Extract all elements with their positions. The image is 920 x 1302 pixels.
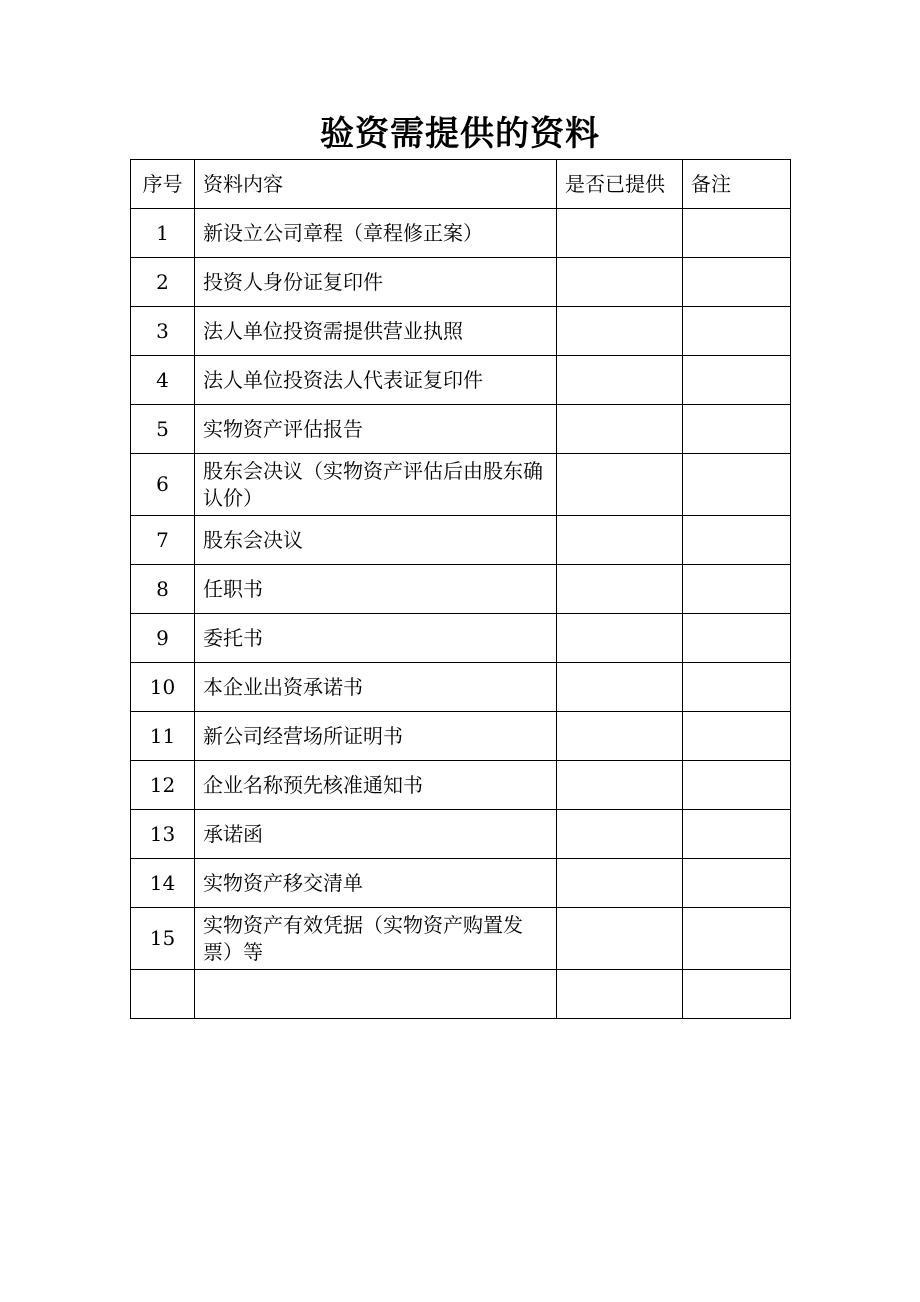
row-provided [557,614,683,663]
row-remarks [683,970,791,1019]
row-no: 2 [131,258,195,307]
row-provided [557,454,683,516]
table-header-row [131,160,791,209]
row-content: 承诺函 [195,810,557,859]
row-remarks [683,859,791,908]
table-row [131,712,791,761]
row-content: 股东会决议 [195,516,557,565]
table-row [131,565,791,614]
row-no: 13 [131,810,195,859]
row-no: 4 [131,356,195,405]
table-row [131,761,791,810]
row-remarks [683,516,791,565]
row-provided [557,970,683,1019]
row-content: 任职书 [195,565,557,614]
row-content: 法人单位投资法人代表证复印件 [195,356,557,405]
row-remarks [683,258,791,307]
row-no: 7 [131,516,195,565]
row-provided [557,356,683,405]
table-row [131,810,791,859]
row-no: 14 [131,859,195,908]
row-remarks [683,405,791,454]
table-row [131,663,791,712]
table-row [131,908,791,970]
materials-table [130,159,791,1019]
row-content: 新公司经营场所证明书 [195,712,557,761]
row-provided [557,516,683,565]
row-provided [557,810,683,859]
row-remarks [683,810,791,859]
row-no: 12 [131,761,195,810]
row-remarks [683,614,791,663]
row-provided [557,405,683,454]
row-provided [557,859,683,908]
row-content: 企业名称预先核准通知书 [195,761,557,810]
row-content: 实物资产移交清单 [195,859,557,908]
row-content: 实物资产有效凭据（实物资产购置发票）等 [195,908,557,970]
row-remarks [683,761,791,810]
row-provided [557,307,683,356]
table-row [131,614,791,663]
row-remarks [683,712,791,761]
header-content: 资料内容 [195,160,557,209]
table-row [131,516,791,565]
row-provided [557,209,683,258]
row-remarks [683,908,791,970]
table-row [131,405,791,454]
table-row [131,258,791,307]
row-remarks [683,565,791,614]
header-no: 序号 [131,160,195,209]
row-content: 委托书 [195,614,557,663]
row-remarks [683,454,791,516]
row-provided [557,712,683,761]
row-provided [557,908,683,970]
row-content: 本企业出资承诺书 [195,663,557,712]
row-remarks [683,307,791,356]
row-provided [557,663,683,712]
row-no: 10 [131,663,195,712]
row-provided [557,258,683,307]
table-row [131,209,791,258]
row-no: 9 [131,614,195,663]
table-row [131,307,791,356]
row-content: 股东会决议（实物资产评估后由股东确认价） [195,454,557,516]
row-no: 8 [131,565,195,614]
row-content: 新设立公司章程（章程修正案） [195,209,557,258]
row-no: 5 [131,405,195,454]
row-no: 1 [131,209,195,258]
header-provided: 是否已提供 [557,160,683,209]
row-content: 实物资产评估报告 [195,405,557,454]
row-no: 3 [131,307,195,356]
table-row [131,454,791,516]
row-content: 法人单位投资需提供营业执照 [195,307,557,356]
table-row-empty [131,970,791,1019]
row-remarks [683,356,791,405]
row-provided [557,565,683,614]
row-no [131,970,195,1019]
row-no: 11 [131,712,195,761]
row-content [195,970,557,1019]
table-row [131,356,791,405]
row-no: 6 [131,454,195,516]
row-remarks [683,209,791,258]
row-content: 投资人身份证复印件 [195,258,557,307]
document-title: 验资需提供的资料 [320,114,600,154]
row-remarks [683,663,791,712]
row-provided [557,761,683,810]
header-remarks: 备注 [683,160,791,209]
table-row [131,859,791,908]
row-no: 15 [131,908,195,970]
